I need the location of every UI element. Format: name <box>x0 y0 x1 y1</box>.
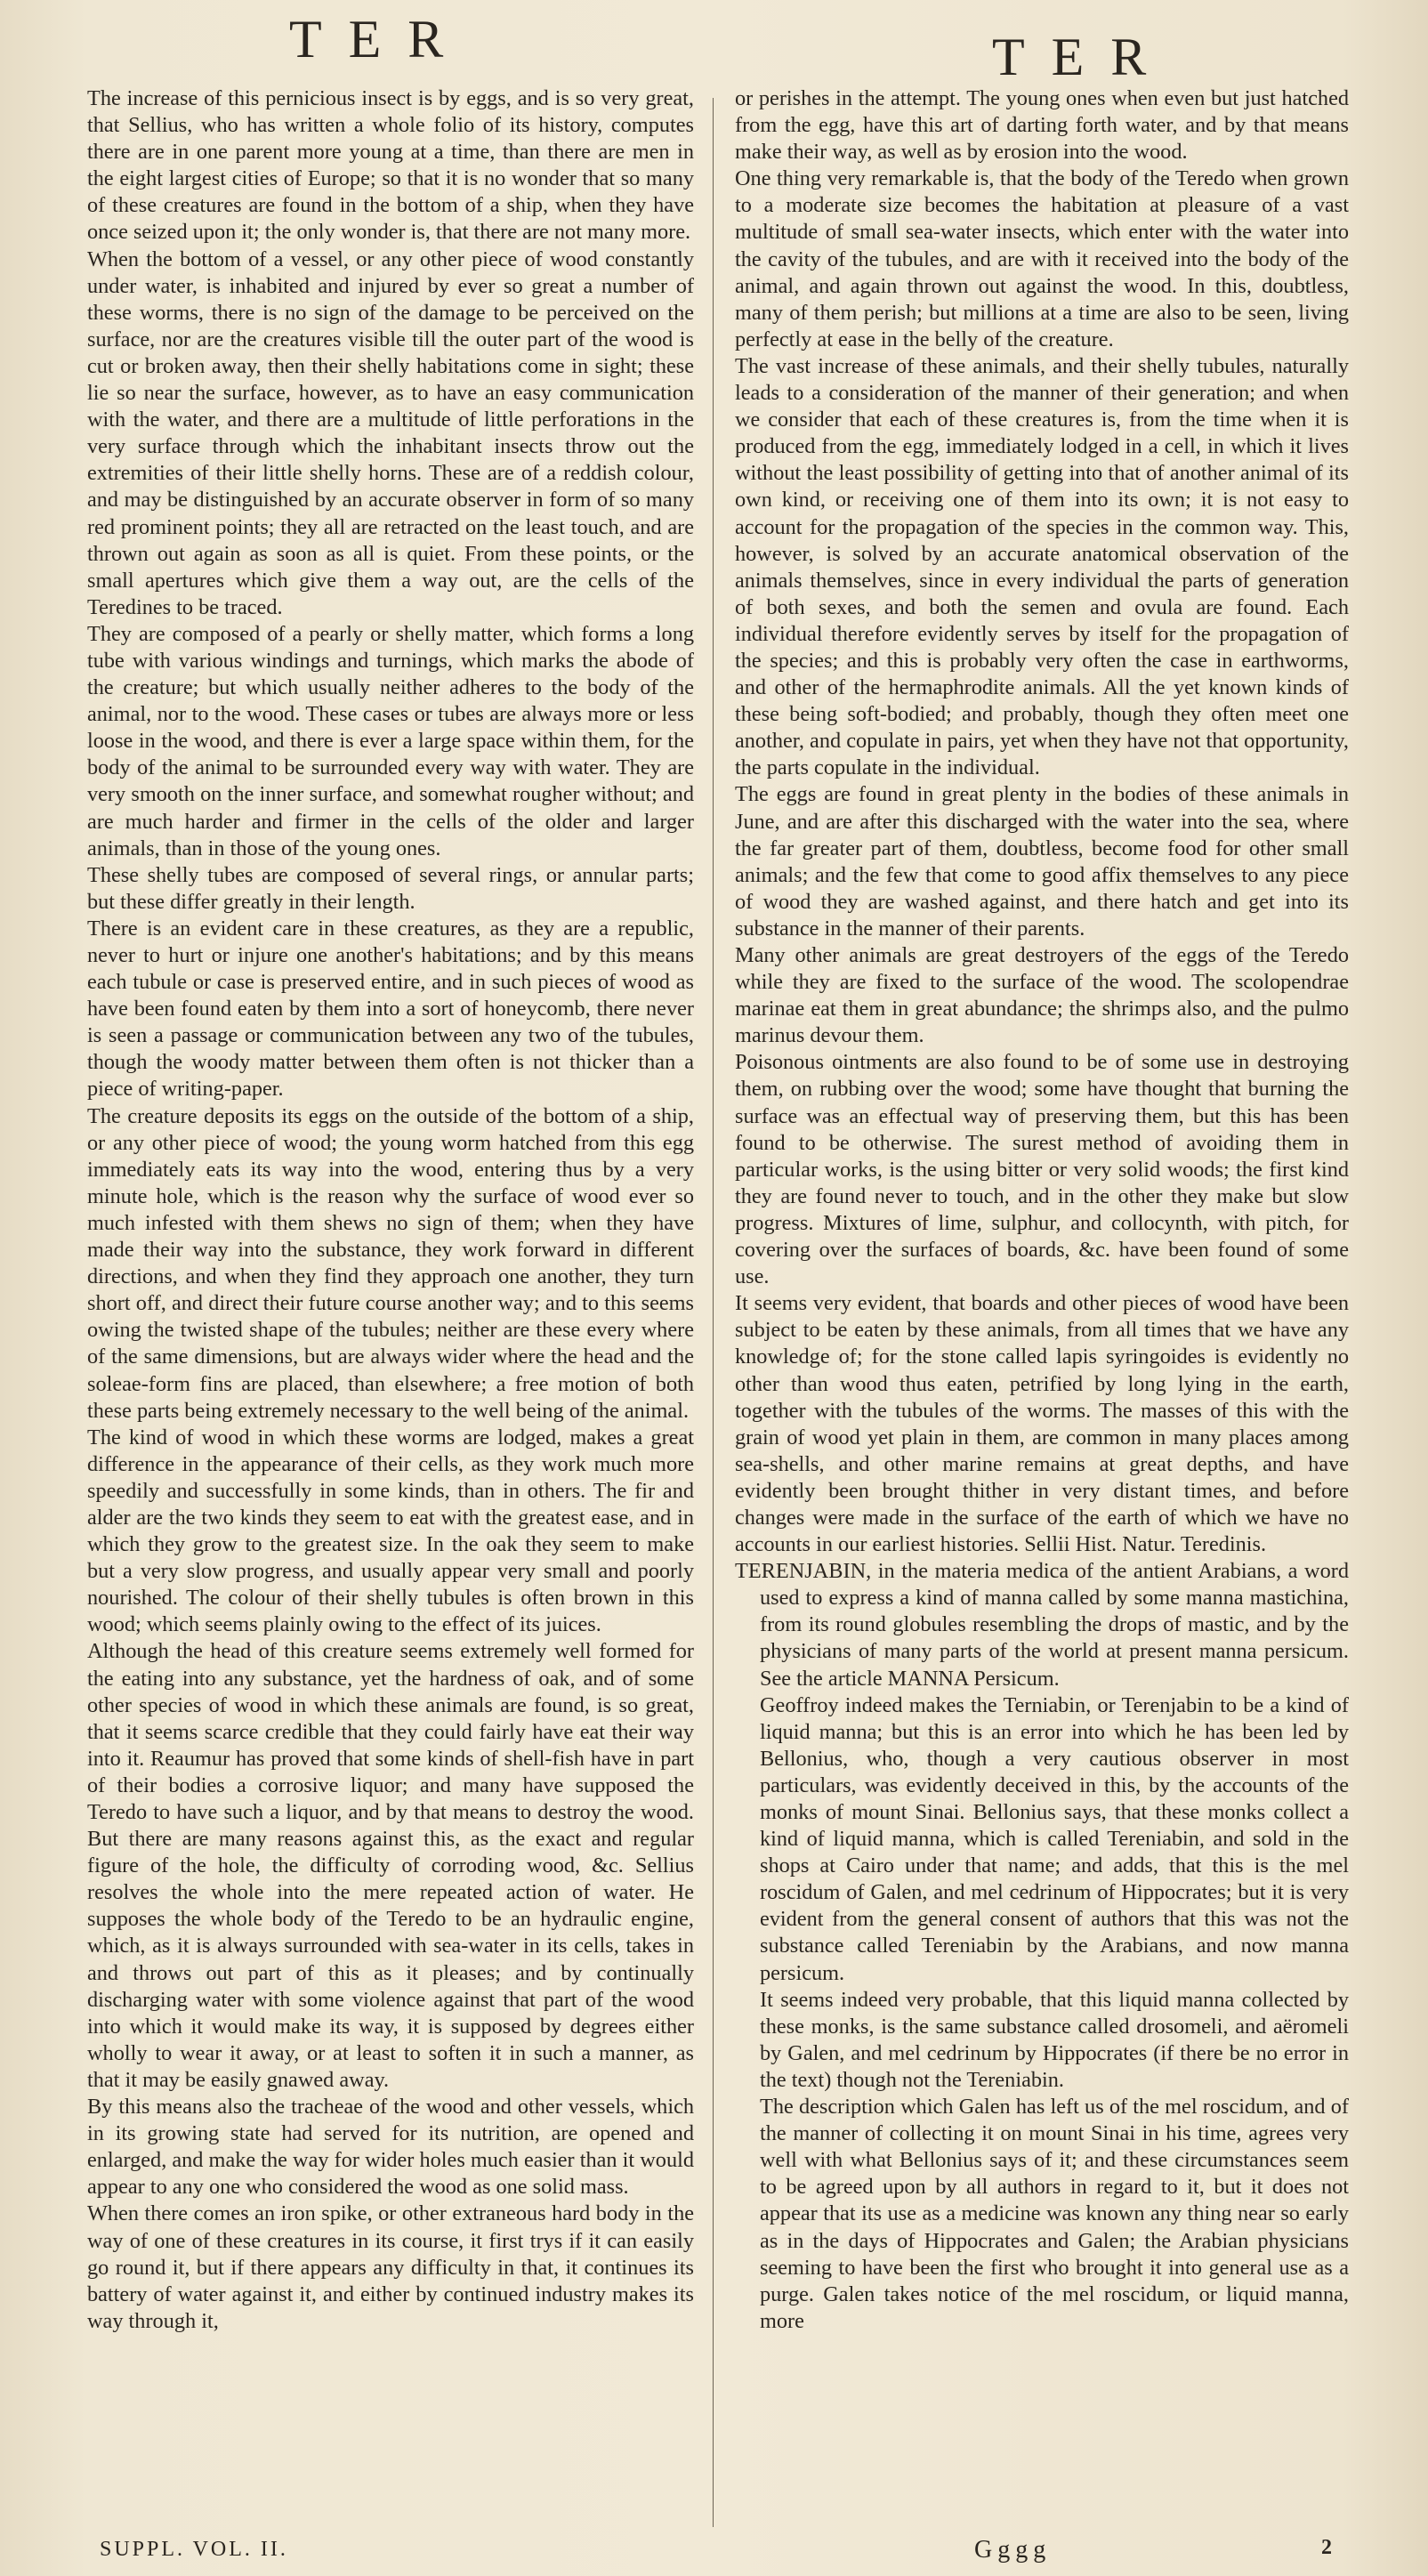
paragraph: The eggs are found in great plenty in the bodies of these animals in June, and are after this discharged with the water into the sea, where the far greater part of them, doubtless, become food for other small animals; and the few that come to good affix themselves to any piece of wood they are washed against, and there hatch and get into its substance in the manner of their parents. <box>735 782 1349 941</box>
paragraph: By this means also the tracheae of the wood and other vessels, which in its growing state had served for its nutrition, are opened and enlarged, and make the way for wider holes much easier than it would appear to any one who considered the wood as one solid mass. <box>87 2095 694 2200</box>
paragraph: The creature deposits its eggs on the outside of the bottom of a ship, or any other piece of wood; the young worm hatched from this egg immediately eats its way into the wood, entering thus by a very minute hole, which is the reason why the surface of wood ever so much infested with them shews no sign of them; when they have made their way into the substance, they work forward in different directions, and when they find they approach one another, they turn short off, and direct their future course another way; and to this seems owing the twisted shape of the tubules; neither are these every where of the same dimensions, but are always wider where the head and the soleae-form fins are placed, than elsewhere; a free motion of both these parts being extremely necessary to the well being of the animal. <box>87 1103 694 1423</box>
paragraph: The description which Galen has left us of the mel roscidum, and of the manner of collecting it on mount Sinai in his time, agrees very well with what Bellonius says of it; and these circumstances seem to be agreed upon by all authors in regard to it, but it does not appear that its use as a medicine was known any thing near so early as in the days of Hippocrates and Galen; the Arabian physicians seeming to have been the first who brought it into general use as a purge. Galen takes notice of the mel roscidum, or liquid manna, more <box>760 2095 1349 2333</box>
paragraph: It seems very evident, that boards and other pieces of wood have been subject to be eaten by these animals, from all times that we have any knowledge of; for the stone called lapis syringoides is evidently no other than wood thus eaten, petrified by long lying in the earth, together with the tubules of the worms. The masses of this with the grain of wood yet plain in them, are common in many places among sea-shells, and other marine remains at great depths, and have evidently been brought thither in very distant times, and before changes were made in the surface of the earth of which we have no accounts in our earliest histories. Sellii Hist. Natur. Teredinis. <box>735 1291 1349 1557</box>
paragraph: These shelly tubes are composed of several rings, or annular parts; but these differ greatly in their length. <box>87 862 694 914</box>
page-mark: 2 <box>1321 2536 1332 2559</box>
paragraph: There is an evident care in these creatures, as they are a republic, never to hurt or injure one another's habitations; and by this means each tubule or case is preserved entire, and in such pieces of wood as have been found eaten by them into a sort of honeycomb, there never is seen a passage or communication between any two of the tubules, though the woody matter between them often is not thicker than a piece of writing-paper. <box>87 916 694 1102</box>
paragraph: The increase of this pernicious insect is by eggs, and is so very great, that Sellius, who has written a whole folio of its history, computes there are in one parent more young at a time, than there are men in the eight largest cities of Europe; so that it is no wonder that so many of these creatures are found in the bottom of a ship, when they have once seized upon it; the only wonder is, that there are not many more. <box>87 86 694 245</box>
running-head-right: TER <box>992 28 1174 86</box>
paragraph: When there comes an iron spike, or other extraneous hard body in the way of one of these creatures in its course, it first trys if it can easily go round it, but if there appears any difficulty in that, it continues its battery of water against it, and either by continued industry makes its way through it, <box>87 2201 694 2333</box>
paragraph: The vast increase of these animals, and their shelly tubules, naturally leads to a consideration of the manner of their generation; and when we consider that each of these creatures is, from the time when it is produced from the egg, immediately lodged in a cell, in which it lives without the least possibility of getting into that of another animal of its own kind, or receiving one of them into its own; it is not easy to account for the propagation of the species in the common way. This, however, is solved by an accurate anatomical observation of the animals themselves, since in every individual the parts of generation of both sexes, and both the semen and ovula are found. Each individual therefore evidently serves by itself for the propagation of the species; and this is probably very often the case in earthworms, and other of the hermaphrodite animals. All the yet known kinds of these being soft-bodied; and probably, though they often meet one another, and copulate in pairs, yet when they have not that opportunity, the parts copulate in the individual. <box>735 353 1349 780</box>
paragraph: or perishes in the attempt. The young ones when even but just hatched from the egg, have this art of darting forth water, and by that means make their way, as well as by erosion into the wood. <box>735 86 1349 165</box>
paragraph: One thing very remarkable is, that the body of the Teredo when grown to a moderate size becomes the habitation at pleasure of a vast multitude of small sea-water insects, which enter with the water into the cavity of the tubules, and are with it received into the body of the animal, and again thrown out against the wood. In this, doubtless, many of them perish; but millions at a time are also to be seen, living perfectly at ease in the belly of the creature. <box>735 166 1349 351</box>
paragraph: Geoffroy indeed makes the Terniabin, or Terenjabin to be a kind of liquid manna; but this is an error into which he has been led by Bellonius, who, though a very cautious observer in most particulars, was evidently deceived in this, by the accounts of the monks of mount Sinai. Bellonius says, that these monks collect a kind of liquid manna, which is called Tereniabin, and sold in the shops at Cairo under that name; and adds, that this is the mel roscidum of Galen, and mel cedrinum of Hippocrates; but it is very evident from the general consent of authors that this was not the substance called Tereniabin by the Arabians, and now manna persicum. <box>760 1692 1349 1985</box>
paragraph: Although the head of this creature seems extremely well formed for the eating into any substance, yet the hardness of oak, and of some other species of wood in which these animals are found, is so great, that it seems scarce credible that they could fairly have eat their way into it. Reaumur has proved that some kinds of shell-fish have in part of their bodies a corrosive liquor; and many have supposed the Teredo to have such a liquor, and by that means to destroy the wood. But there are many reasons against this, as the exact and regular figure of the hole, the difficulty of corroding wood, &c. Sellius resolves the whole into the mere repeated action of water. He supposes the whole body of the Teredo to be an hydraulic engine, which, as it is always surrounded with sea-water in its cells, takes in and throws out part of this as it pleases; and by continually discharging water with some violence against that part of the wood into which it would make its way, it is supposed by degrees either wholly to wear it away, or at least to soften it in such a manner, as that it may be easily gnawed away. <box>87 1639 694 2092</box>
volume-footer: SUPPL. VOL. II. <box>100 2538 288 2561</box>
paragraph: Poisonous ointments are also found to be of some use in destroying them, on rubbing over the wood; some have thought that burning the surface was an effectual way of preserving them, but this has been found to be otherwise. The surest method of avoiding them in particular works, is the using bitter or very solid woods; the first kind they are found never to touch, and in the other they make but slow progress. Mixtures of lime, sulphur, and collocynth, with pitch, for covering over the surfaces of boards, &c. have been found of some use. <box>735 1050 1349 1289</box>
paragraph: It seems indeed very probable, that this liquid manna collected by these monks, is the same substance called drosomeli, and aëromeli by Galen, and mel cedrinum by Hippocrates (if there be no error in the text) though not the Tereniabin. <box>760 1987 1349 2092</box>
paragraph: The kind of wood in which these worms are lodged, makes a great difference in the appearance of their cells, as they work much more speedily and successfully in some kinds, than in others. The fir and alder are the two kinds they seem to eat with the greatest ease, and in which they grow to the greatest size. In the oak they seem to make but a very slow progress, and usually appear very small and poorly nourished. The colour of their shelly tubules is often brown in this wood; which seems plainly owing to the effect of its juices. <box>87 1425 694 1637</box>
paragraph: When the bottom of a vessel, or any other piece of wood constantly under water, is inhabited and injured by ever so great a number of these worms, there is no sign of the damage to be perceived on the surface, nor are the creatures visible till the outer part of the wood is cut or broken away, then their shelly habitations come in sight; these lie so near the surface, however, as to have an easy communication with the water, and there are a multitude of little perforations in the very surface through which the inhabitant insects throw out the extremities of their little shelly horns. These are of a reddish colour, and may be distinguished by an accurate observer in form of so many red prominent points; they all are retracted on the least touch, and are thrown out again as soon as all is quiet. From these points, or the small apertures which give them a way out, are the cells of the Teredines to be traced. <box>87 246 694 619</box>
paragraph: They are composed of a pearly or shelly matter, which forms a long tube with various windings and turnings, which marks the abode of the creature; but which usually neither adheres to the body of the animal, nor to the wood. These cases or tubes are always more or less loose in the wood, and there is ever a large space within them, for the body of the animal to be surrounded every way with water. They are very smooth on the inner surface, and somewhat rougher without; and are much harder and firmer in the cells of the older and larger animals, than in those of the young ones. <box>87 621 694 860</box>
signature-mark: Gggg <box>974 2536 1052 2564</box>
dictionary-entry: TERENJABIN, in the materia medica of the antient Arabians, a word used to express a kind of manna called by some manna mastichina, from its round globules resembling the drops of mastic, and by the physicians of many parts of the world at present manna persicum. See the article MANNA Persicum. <box>735 1559 1349 1691</box>
right-column <box>735 85 1349 2335</box>
paragraph: Many other animals are great destroyers of the eggs of the Teredo while they are fixed to the surface of the wood. The scolopendrae marinae eat them in great abundance; the shrimps also, and the pulmo marinus devour them. <box>735 943 1349 1048</box>
left-column <box>87 85 694 2335</box>
running-head-left: TER <box>289 10 471 69</box>
column-divider <box>713 98 714 2527</box>
